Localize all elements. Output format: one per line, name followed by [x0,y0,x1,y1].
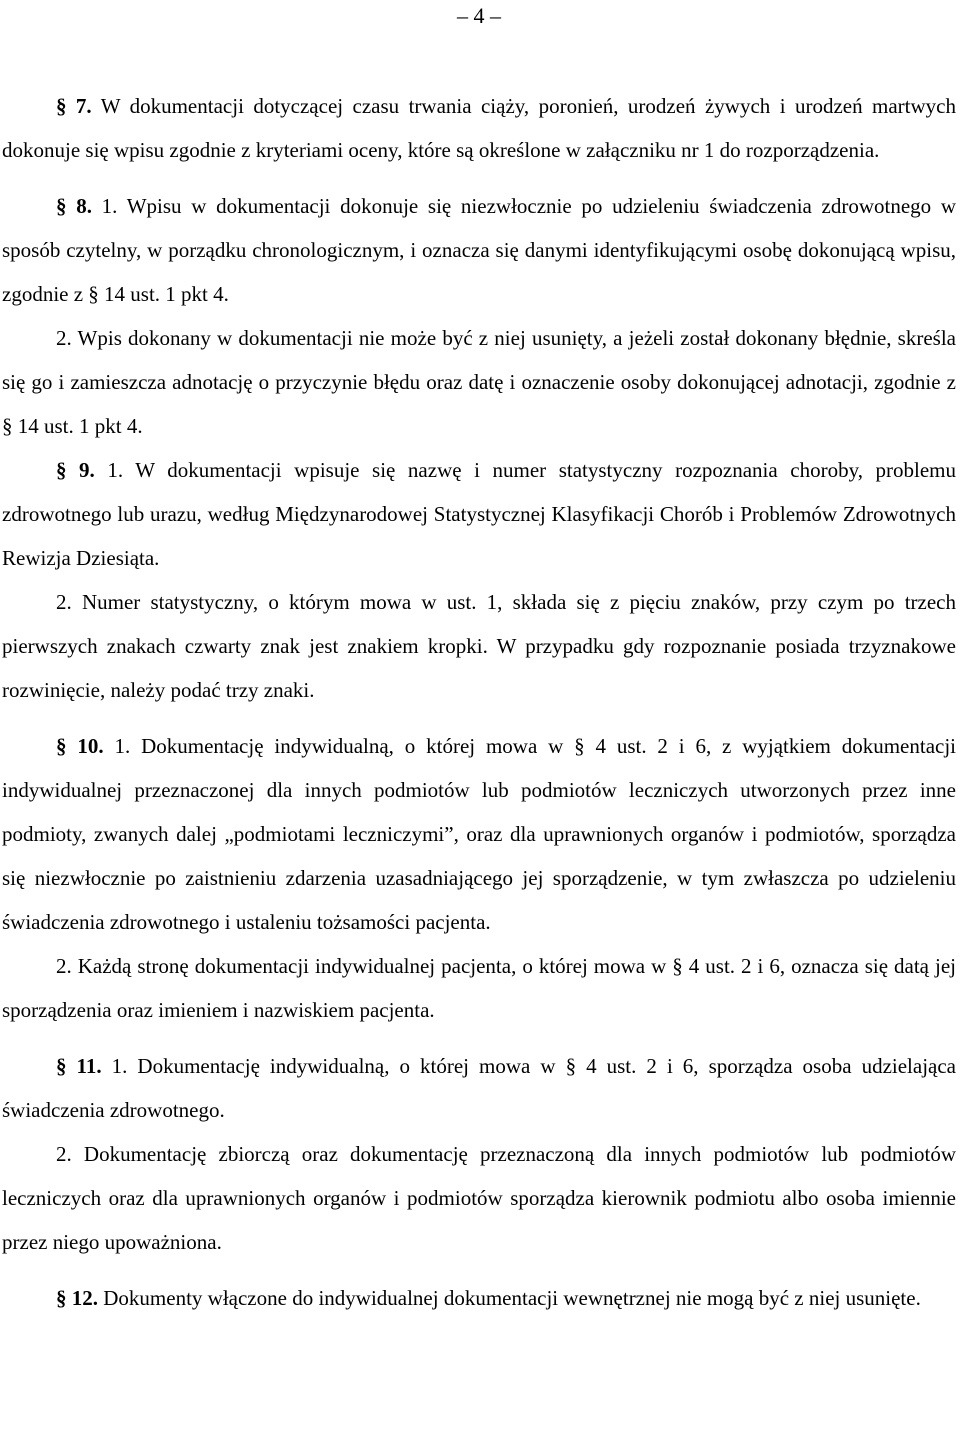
paragraph-text: 2. Wpis dokonany w dokumentacji nie może być z niej usunięty, a jeżeli został dokonany błędnie, skreśla się go i zamieszcza adnotację o przyczynie błędu oraz datę i oznaczenie osoby dokonującej adnotacji, zgodnie z § 14 ust. 1 pkt 4. [2,326,956,438]
section-marker: § 12. [56,1286,98,1310]
page-number: – 4 – [457,3,501,28]
paragraph-text: 2. Dokumentację zbiorczą oraz dokumentację przeznaczoną dla innych podmiotów lub podmiotów leczniczych oraz dla uprawnionych organów i podmiotów sporządza kierownik podmiotu albo osoba imiennie przez niego upoważniona. [2,1142,956,1254]
section-marker: § 11. [56,1054,102,1078]
paragraph-text: 2. Numer statystyczny, o którym mowa w ust. 1, składa się z pięciu znaków, przy czym po trzech pierwszych znakach czwarty znak jest znakiem kropki. W przypadku gdy rozpoznanie posiada trzyznakowe rozwinięcie, należy podać trzy znaki. [2,590,956,702]
paragraph-section-11-2 [2,1132,956,1264]
paragraph-text: 1. Wpisu w dokumentacji dokonuje się niezwłocznie po udzieleniu świadczenia zdrowotnego w sposób czytelny, w porządku chronologicznym, i oznacza się danymi identyfikującymi osobę dokonującą wpisu, zgodnie z § 14 ust. 1 pkt 4. [2,194,957,306]
paragraph-section-7 [2,84,956,172]
paragraph-section-8-2 [2,316,956,448]
paragraph-text: 1. W dokumentacji wpisuje się nazwę i numer statystyczny rozpoznania choroby, problemu zdrowotnego lub urazu, według Międzynarodowej Statystycznej Klasyfikacji Chorób i Problemów Zdrowotnych Rewizja Dziesiąta. [2,458,957,570]
paragraph-section-9-1 [2,448,956,580]
paragraph-section-8-1 [2,184,956,316]
paragraph-section-9-2 [2,580,956,712]
section-marker: § 7. [56,94,92,118]
section-marker: § 9. [56,458,95,482]
paragraph-section-10-2 [2,944,956,1032]
paragraph-text: 2. Każdą stronę dokumentacji indywidualnej pacjenta, o której mowa w § 4 ust. 2 i 6, oznacza się datą jej sporządzenia oraz imieniem i nazwiskiem pacjenta. [2,954,956,1022]
section-marker: § 8. [56,194,92,218]
paragraph-section-12 [2,1276,956,1320]
paragraph-section-10-1 [2,724,956,944]
paragraph-text: Dokumenty włączone do indywidualnej dokumentacji wewnętrznej nie mogą być z niej usunięte. [103,1286,921,1310]
paragraph-text: 1. Dokumentację indywidualną, o której mowa w § 4 ust. 2 i 6, sporządza osoba udzielająca świadczenia zdrowotnego. [2,1054,956,1122]
paragraph-text: W dokumentacji dotyczącej czasu trwania ciąży, poronień, urodzeń żywych i urodzeń martwych dokonuje się wpisu zgodnie z kryteriami oceny, które są określone w załączniku nr 1 do rozporządzenia. [2,94,956,162]
paragraph-text: 1. Dokumentację indywidualną, o której mowa w § 4 ust. 2 i 6, z wyjątkiem dokumentacji indywidualnej przeznaczonej dla innych podmiotów lub podmiotów leczniczych utworzonych przez inne podmioty, zwanych dalej „podmiotami leczniczymi”, oraz dla uprawnionych organów i podmiotów, sporządza się niezwłocznie po zaistnieniu zdarzenia uzasadniającego jej sporządzenie, w tym zwłaszcza po udzieleniu świadczenia zdrowotnego i ustaleniu tożsamości pacjenta. [2,734,957,934]
paragraph-section-11-1 [2,1044,956,1132]
section-marker: § 10. [56,734,104,758]
